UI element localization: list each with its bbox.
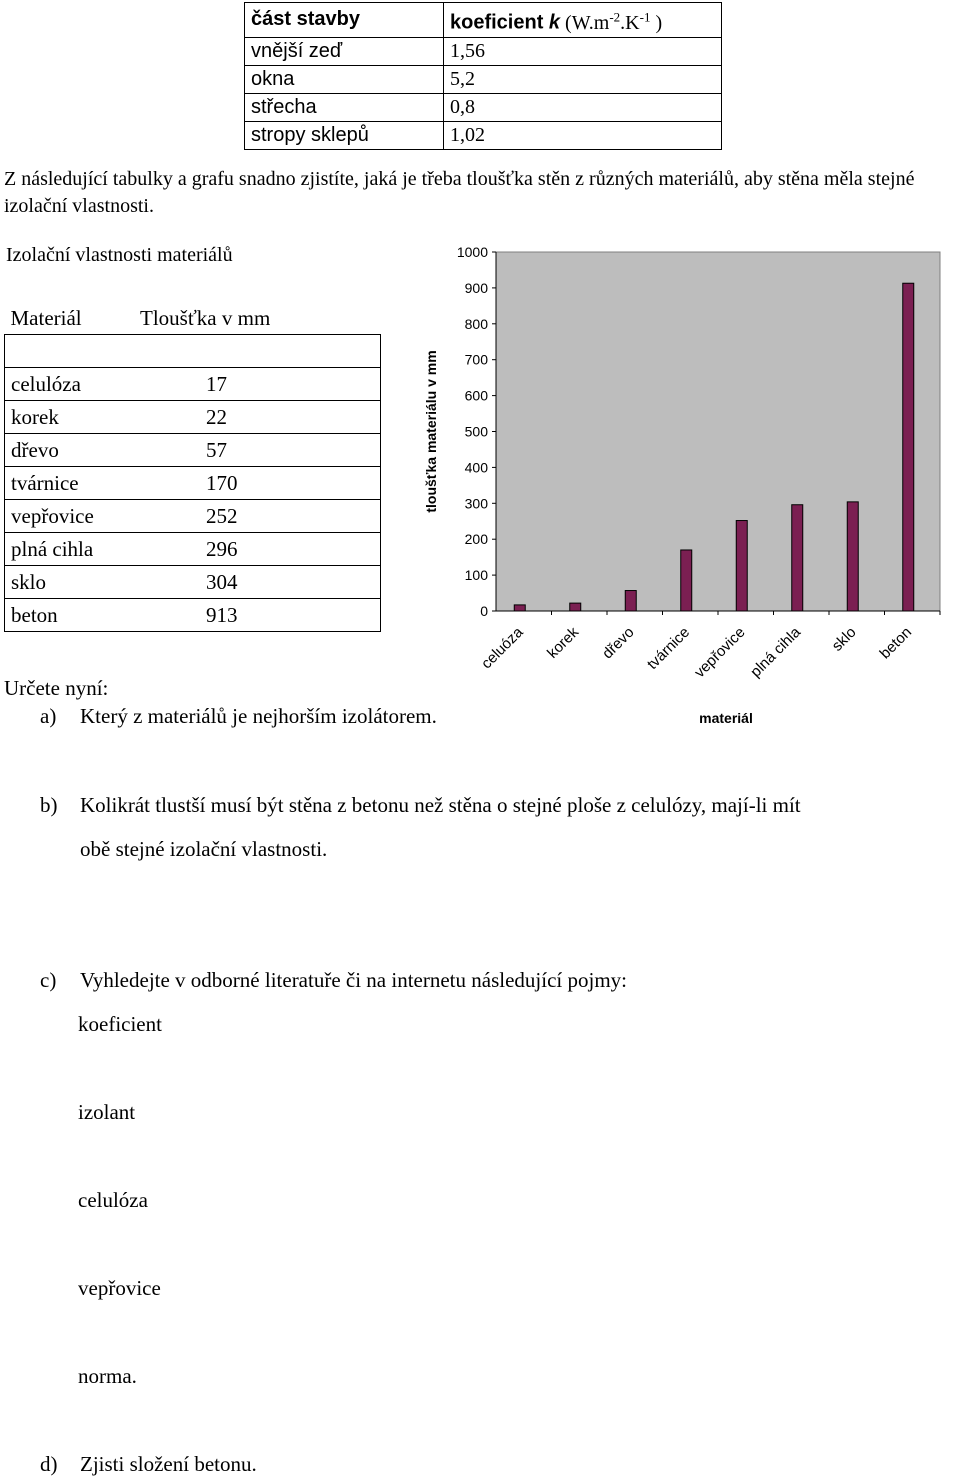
- question-d-text: Zjisti složení betonu.: [80, 1452, 257, 1476]
- table-header-row: [245, 3, 722, 38]
- table-row: beton 913: [5, 599, 381, 632]
- table-row: okna 5,2: [245, 65, 722, 93]
- table-row: celulóza 17: [5, 368, 381, 401]
- x-tick-label: dřevo: [599, 623, 638, 663]
- x-tick-label: sklo: [828, 623, 860, 655]
- term-item: celulóza: [78, 1188, 148, 1212]
- y-tick-label: 700: [464, 351, 488, 368]
- plot-area: [496, 252, 940, 611]
- y-tick-label: 100: [464, 567, 488, 584]
- unit: ($W.m^{-2}.K^{-1}$ ): [560, 9, 663, 34]
- header-part: část stavby: [245, 3, 444, 38]
- table-row: plná cihla 296: [5, 533, 381, 566]
- x-axis-title: materiál: [699, 710, 753, 726]
- question-a-label: a): [40, 704, 57, 728]
- y-tick-label: 500: [464, 423, 488, 440]
- x-tick-label: beton: [876, 623, 916, 663]
- bar: [514, 605, 525, 611]
- k-coefficient-table: [244, 2, 722, 150]
- x-tick-label: vepřovice: [691, 623, 749, 682]
- y-tick-label: 600: [464, 387, 488, 404]
- y-axis-title: tloušťka materiálu v mm: [423, 350, 439, 513]
- y-tick-label: 300: [464, 495, 488, 512]
- table-row: dřevo 57: [5, 434, 381, 467]
- question-c-label: c): [40, 968, 57, 992]
- table-row: tvárnice 170: [5, 467, 381, 500]
- intro-paragraph: Z následující tabulky a grafu snadno zjistíte, jaká je třeba tloušťka stěn z různých materiálů, aby stěna měla stejné izolační vlastnosti.: [4, 168, 915, 217]
- table-row: vnější zeď 1,56: [245, 37, 722, 65]
- table-row: vepřovice 252: [5, 500, 381, 533]
- table-row: střecha 0,8: [245, 93, 722, 121]
- header-thickness: Tloušťka v mm: [140, 305, 271, 330]
- materials-title: Izolační vlastnosti materiálů: [6, 244, 233, 266]
- materials-header-row: [5, 302, 381, 335]
- bar: [792, 505, 803, 611]
- thickness-bar-chart: [410, 236, 955, 736]
- header-material: Materiál: [10, 305, 82, 330]
- question-d-label: d): [40, 1452, 58, 1476]
- question-c-text: Vyhledejte v odborné literatuře či na internetu následující pojmy:: [80, 968, 627, 992]
- questions-intro: Určete nyní:: [4, 676, 109, 700]
- x-tick-label: tvárnice: [643, 623, 694, 673]
- y-tick-label: 800: [464, 315, 488, 332]
- table-row: korek 22: [5, 401, 381, 434]
- bar: [570, 603, 581, 611]
- question-b-text-2: obě stejné izolační vlastnosti.: [80, 837, 328, 861]
- question-b-label: b): [40, 793, 58, 817]
- header-coefficient: koeficient k ($W.m^{-2}.K^{-1}$ ): [444, 3, 722, 38]
- x-tick-label: plná cihla: [747, 623, 805, 681]
- term-item: koeficient: [78, 1012, 162, 1036]
- y-tick-label: 1000: [456, 244, 488, 260]
- bar: [903, 283, 914, 611]
- bar: [736, 521, 747, 611]
- y-tick-label: 0: [480, 603, 488, 619]
- question-a-text: Který z materiálů je nejhorším izolátorem.: [80, 704, 437, 728]
- y-tick-label: 900: [464, 279, 488, 296]
- table-row: sklo 304: [5, 566, 381, 599]
- y-tick-label: 200: [464, 531, 488, 548]
- table-row-empty: [5, 335, 381, 368]
- y-tick-label: 400: [464, 459, 488, 476]
- question-b-text: Kolikrát tlustší musí být stěna z betonu než stěna o stejné ploše z celulózy, mají-li mít: [80, 793, 801, 817]
- term-item: norma.: [78, 1364, 137, 1388]
- bar: [847, 502, 858, 611]
- bar: [625, 591, 636, 611]
- table-row: stropy sklepů 1,02: [245, 121, 722, 149]
- x-tick-label: celuóza: [477, 623, 527, 673]
- term-item: vepřovice: [78, 1276, 161, 1300]
- term-item: izolant: [78, 1100, 136, 1124]
- materials-table: [4, 302, 381, 632]
- bar: [681, 550, 692, 611]
- x-tick-label: korek: [544, 623, 583, 662]
